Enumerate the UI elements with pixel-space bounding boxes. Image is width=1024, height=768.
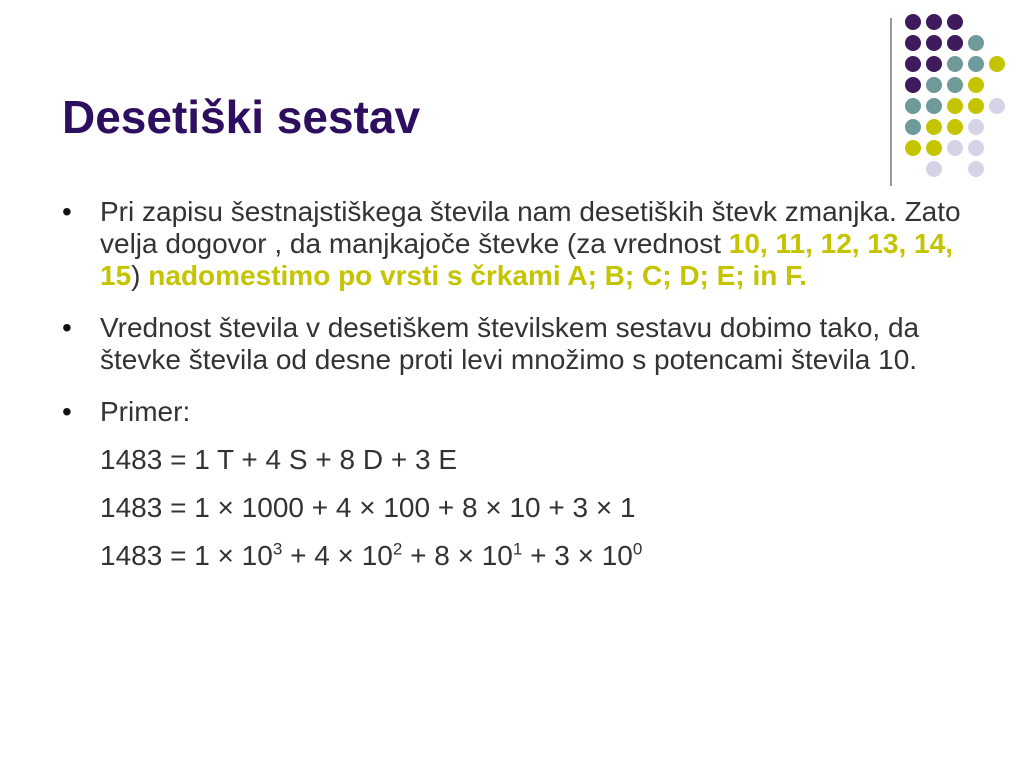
bullet-dot-icon: • (62, 396, 72, 427)
decorative-dot (947, 119, 963, 135)
decorative-dot (905, 35, 921, 51)
decorative-dot (947, 140, 963, 156)
decorative-dot (968, 119, 984, 135)
decorative-dot (905, 77, 921, 93)
exponent: 3 (272, 539, 283, 559)
decorative-dot (968, 98, 984, 114)
decorative-dot (968, 35, 984, 51)
bullet-text: Primer: (100, 396, 191, 427)
decorative-dot (926, 56, 942, 72)
exponent: 0 (632, 539, 643, 559)
decorative-dot (989, 98, 1005, 114)
slide-title: Desetiški sestav (62, 91, 421, 143)
example-line: 1483 = 1 T + 4 S + 8 D + 3 E (100, 444, 457, 475)
bullet-text: Vrednost števila v desetiškem številskem sestavu dobimo tako, da števke števila od desne proti levi množimo s potencami števila 10. (100, 312, 920, 375)
highlighted-rule: nadomestimo po vrsti s črkami A; B; C; D; E; in F. (140, 260, 807, 291)
decorative-dot (947, 14, 963, 30)
decorative-dot (968, 140, 984, 156)
decorative-dot (905, 56, 921, 72)
exponent: 1 (512, 539, 523, 559)
decorative-dot (947, 56, 963, 72)
decorative-dot (989, 56, 1005, 72)
bullet-dot-icon: • (62, 196, 72, 227)
bullet-item (62, 396, 972, 428)
decorative-dot (926, 35, 942, 51)
example-line: 1483 = 1 × 1000 + 4 × 100 + 8 × 10 + 3 × 1 (100, 492, 636, 523)
decorative-dot (926, 14, 942, 30)
decorative-dot (968, 161, 984, 177)
decorative-dot (926, 140, 942, 156)
decorative-dot (947, 98, 963, 114)
bullet-text: Pri zapisu šestnajstiškega števila nam desetiških števk zmanjka. Zato velja dogovor , da manjkajoče števke (za vrednost (100, 196, 961, 259)
decorative-dot (926, 77, 942, 93)
slide-body (62, 196, 972, 588)
decorative-dot (905, 140, 921, 156)
expr-part: + 8 × 10 (402, 540, 513, 571)
decorative-dot (926, 119, 942, 135)
decorative-dot (947, 35, 963, 51)
bullet-text-paren: ) (131, 260, 141, 291)
decorative-dot (905, 14, 921, 30)
decorative-dot (926, 98, 942, 114)
highlighted-values: 10, 11, 12, 13, 14, 15 (100, 228, 953, 291)
bullet-dot-icon: • (62, 312, 72, 343)
decorative-dot (905, 119, 921, 135)
decorative-divider-line (890, 18, 892, 186)
decorative-dot (968, 77, 984, 93)
decorative-dot (947, 77, 963, 93)
expr-part: + 4 × 10 (282, 540, 393, 571)
decorative-dot (926, 161, 942, 177)
decorative-dot (968, 56, 984, 72)
expr-part: 1483 = 1 × 10 (100, 540, 273, 571)
bullet-item (62, 312, 972, 376)
expr-part: + 3 × 10 (522, 540, 633, 571)
decorative-dot (905, 98, 921, 114)
exponent: 2 (392, 539, 403, 559)
bullet-item (62, 196, 972, 292)
example-line-powers (62, 540, 972, 572)
